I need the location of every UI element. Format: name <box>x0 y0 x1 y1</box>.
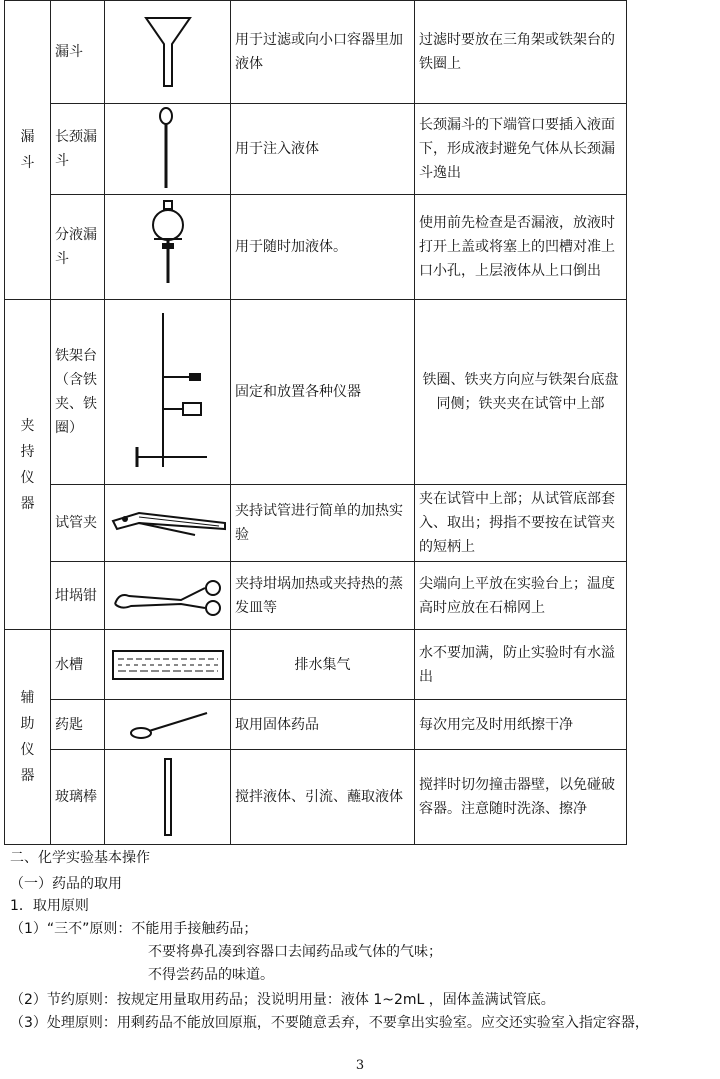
use-cell: 搅拌液体、引流、蘸取液体 <box>231 750 415 845</box>
name-cell: 玻璃棒 <box>51 750 105 845</box>
name-cell: 分液漏斗 <box>51 195 105 300</box>
apparatus-table <box>4 0 627 845</box>
subsection-heading: （一）药品的取用 <box>10 876 122 892</box>
paragraph: （2）节约原则：按规定用量取用药品；没说明用量：液体 1~2mL ，固体盖满试管底。 <box>10 992 555 1008</box>
pic-cell <box>105 300 231 485</box>
paragraph: 不得尝药品的味道。 <box>148 967 274 983</box>
use-cell: 用于过滤或向小口容器里加液体 <box>231 1 415 104</box>
name-cell: 水槽 <box>51 630 105 700</box>
name-cell: 漏斗 <box>51 1 105 104</box>
note-cell: 铁圈、铁夹方向应与铁架台底盘同侧；铁夹夹在试管中上部 <box>415 300 627 485</box>
paragraph: （1）“三不”原则：不能用手接触药品； <box>10 921 258 937</box>
pic-cell <box>105 195 231 300</box>
iron-stand-icon <box>123 307 213 477</box>
glass-rod-icon <box>158 755 178 839</box>
funnel-icon <box>138 12 198 92</box>
pic-cell <box>105 562 231 630</box>
section-heading: 二、化学实验基本操作 <box>10 850 150 866</box>
use-cell: 夹持试管进行简单的加热实验 <box>231 485 415 562</box>
water-trough-icon <box>110 645 226 685</box>
category-label: 漏 斗 <box>20 129 35 171</box>
page-number: 3 <box>355 1058 365 1073</box>
medicine-spoon-icon <box>123 707 213 743</box>
note-cell: 夹在试管中上部；从试管底部套入、取出；拇指不要按在试管夹的短柄上 <box>415 485 627 562</box>
note-cell: 水不要加满，防止实验时有水溢出 <box>415 630 627 700</box>
use-cell: 夹持坩埚加热或夹持热的蒸发皿等 <box>231 562 415 630</box>
crucible-tongs-icon <box>109 574 227 618</box>
note-cell: 尖端向上平放在实验台上；温度高时应放在石棉网上 <box>415 562 627 630</box>
use-cell: 取用固体药品 <box>231 700 415 750</box>
table-row <box>5 195 627 300</box>
table-row <box>5 630 627 700</box>
pic-cell <box>105 1 231 104</box>
table-row <box>5 750 627 845</box>
pic-cell <box>105 630 231 700</box>
table-row <box>5 1 627 104</box>
note-cell: 长颈漏斗的下端管口要插入液面下，形成液封避免气体从长颈漏斗逸出 <box>415 104 627 195</box>
category-cell <box>5 630 51 845</box>
name-cell: 药匙 <box>51 700 105 750</box>
name-cell: 铁架台（含铁夹、铁圈） <box>51 300 105 485</box>
name-cell: 试管夹 <box>51 485 105 562</box>
table-row <box>5 104 627 195</box>
category-label: 夹 持 仪 器 <box>20 417 35 512</box>
pic-cell <box>105 485 231 562</box>
item-heading: 1．取用原则 <box>10 898 89 914</box>
note-cell: 搅拌时切勿撞击器壁，以免碰破容器。注意随时洗涤、擦净 <box>415 750 627 845</box>
category-cell <box>5 1 51 300</box>
test-tube-holder-icon <box>109 503 229 543</box>
table-row <box>5 700 627 750</box>
pic-cell <box>105 700 231 750</box>
name-cell: 坩埚钳 <box>51 562 105 630</box>
note-cell: 过滤时要放在三角架或铁架台的铁圈上 <box>415 1 627 104</box>
paragraph: （3）处理原则：用剩药品不能放回原瓶，不要随意丢弃，不要拿出实验室。应交还实验室入指定容器， <box>10 1015 649 1031</box>
table-row <box>5 485 627 562</box>
pic-cell <box>105 750 231 845</box>
category-label: 辅 助 仪 器 <box>20 690 35 784</box>
use-cell: 用于随时加液体。 <box>231 195 415 300</box>
table-row <box>5 300 627 485</box>
pic-cell <box>105 104 231 195</box>
use-cell: 排水集气 <box>231 630 415 700</box>
table-row <box>5 562 627 630</box>
separatory-funnel-icon <box>146 199 190 295</box>
use-cell: 固定和放置各种仪器 <box>231 300 415 485</box>
note-cell: 每次用完及时用纸擦干净 <box>415 700 627 750</box>
use-cell: 用于注入液体 <box>231 104 415 195</box>
name-cell: 长颈漏斗 <box>51 104 105 195</box>
long-neck-funnel-icon <box>153 106 183 192</box>
paragraph: 不要将鼻孔凑到容器口去闻药品或气体的气味； <box>148 944 442 960</box>
note-cell: 使用前先检查是否漏液，放液时打开上盖或将塞上的凹槽对准上口小孔，上层液体从上口倒出 <box>415 195 627 300</box>
category-cell <box>5 300 51 630</box>
